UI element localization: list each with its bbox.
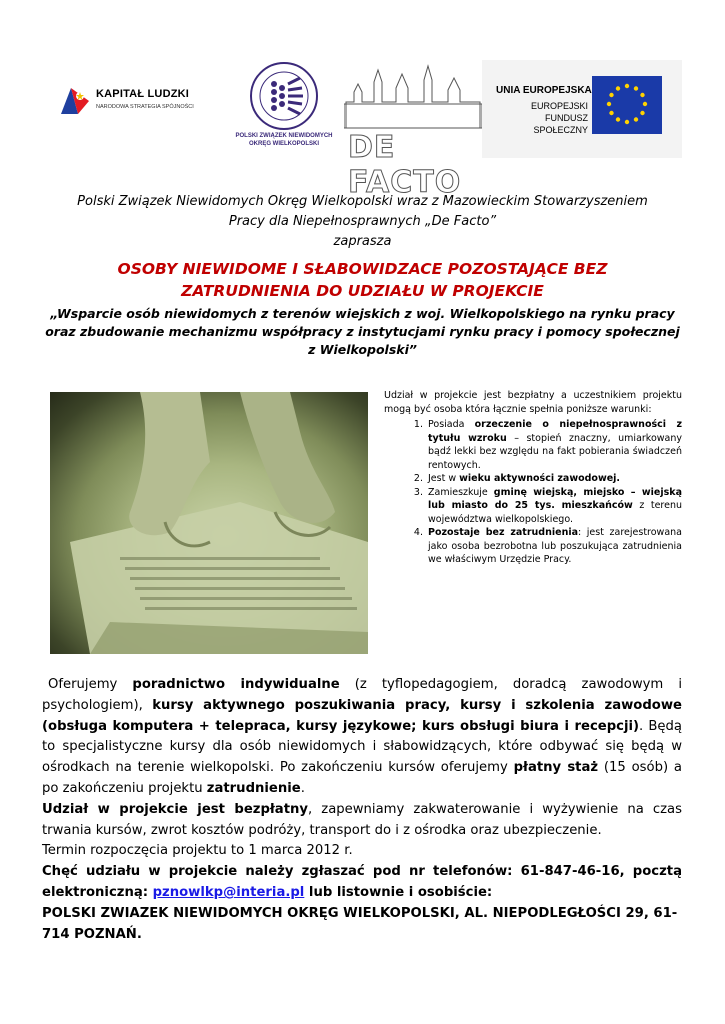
condition-emphasis: Pozostaje bez zatrudnienia: [428, 527, 578, 538]
braille-reading-photo: [50, 392, 368, 654]
project-name-line3: z Wielkopolski”: [308, 342, 417, 357]
pzn-logo-line2: OKRĘG WIELKOPOLSKI: [248, 141, 319, 147]
eu-logo-line2: FUNDUSZ SPOŁECZNY: [533, 113, 588, 135]
eu-logo-line1: EUROPEJSKI: [530, 101, 588, 111]
city-skyline-icon: [344, 62, 482, 132]
contact-text: Chęć udziału w projekcie należy zgłaszać pod nr telefonów: 61-847-46-16, pocztą elektroniczną:: [42, 864, 682, 900]
start-date-paragraph: Termin rozpoczęcia projektu to 1 marca 2012 r.: [42, 843, 353, 859]
condition-text: : jest zarejestrowana jako osoba bezrobotna lub poszukująca zatrudnienia we właściwym Urzędzie Pracy.: [428, 527, 682, 565]
intro-line3: zaprasza: [333, 234, 392, 249]
offer-text: (15 osób) a po zakończeniu projektu: [42, 760, 682, 796]
offer-emphasis: kursy aktywnego poszukiwania pracy, kursy i szkolenia zawodowe (obsługa komputera + telepraca, kursy językowe; kurs obsługi biura i recepcji): [42, 697, 682, 734]
project-name: [42, 305, 683, 359]
condition-item: [426, 418, 682, 472]
intro-line1: Polski Związek Niewidomych Okręg Wielkopolski wraz z Mazowieckim Stowarzyszeniem: [77, 194, 648, 209]
pzn-logo-text: [224, 132, 344, 148]
eu-logo-title: UNIA EUROPEJSKA: [496, 85, 592, 96]
pzn-emblem-icon: [224, 60, 344, 132]
offer-text: (z tyflopedagogiem, doradcą zawodowym i psychologiem),: [42, 677, 682, 713]
condition-emphasis: wieku aktywności zawodowej.: [459, 473, 621, 484]
condition-text: z terenu województwa wielkopolskiego.: [428, 500, 682, 525]
page-title-line1: OSOBY NIEWIDOME I SŁABOWIDZACE POZOSTAJĄCE BEZ: [117, 260, 608, 278]
condition-text: Zamieszkuje: [428, 486, 494, 498]
offer-paragraph: [42, 675, 682, 800]
offer-description: [42, 675, 682, 945]
condition-text: Posiada: [428, 419, 475, 430]
kapital-ludzki-title: KAPITAŁ LUDZKI: [96, 88, 190, 100]
condition-text: – stopień znaczny, umiarkowany bądź lekki bez względu na fakt pobierania świadczeń rentowych.: [428, 432, 683, 471]
condition-item: [426, 486, 682, 527]
offer-text: Oferujemy: [48, 677, 133, 692]
eu-logo: [482, 60, 682, 158]
offer-text: . Będą to specjalistyczne kursy dla osób niewidomych i słabowidzących, które odbywać się będą w ośrodkach na terenie wielkopolski. Po zakończeniu kursów oferujemy: [42, 718, 682, 776]
address-paragraph: POLSKI ZWIAZEK NIEWIDOMYCH OKRĘG WIELKOPOLSKI, AL. NIEPODLEGŁOŚCI 29, 61-714 POZNAŃ.: [42, 905, 678, 942]
page-title-line2: ZATRUDNIENIA DO UDZIAŁU W PROJEKCIE: [181, 282, 544, 300]
free-participation-text: , zapewniamy zakwaterowanie i wyżywienie na czas trwania kursów, zwrot kosztów podróży, transport do i z ośrodka oraz ubezpieczenie.: [42, 801, 682, 838]
intro-text: [50, 192, 675, 252]
condition-text: Jest w: [428, 473, 460, 484]
page-title: [40, 258, 685, 302]
pzn-logo-line1: POLSKI ZWIĄZEK NIEWIDOMYCH: [235, 133, 333, 139]
kapital-ludzki-logo: [58, 84, 208, 120]
conditions-list: [384, 418, 682, 567]
offer-text: .: [300, 780, 305, 796]
conditions-intro: Udział w projekcie jest bezpłatny a uczestnikiem projektu mogą być osoba która łącznie spełnia poniższe warunki:: [384, 390, 682, 415]
pzn-logo: [224, 60, 344, 160]
de-facto-logo: [344, 62, 482, 200]
contact-text: lub listownie i osobiście:: [304, 884, 493, 900]
contact-paragraph: [42, 862, 682, 904]
free-participation-paragraph: [42, 800, 682, 842]
condition-emphasis: orzeczenie o niepełnosprawności z tytułu wzroku: [428, 419, 682, 444]
offer-emphasis: zatrudnienie: [206, 780, 301, 796]
kapital-ludzki-emblem-icon: [58, 84, 92, 118]
offer-emphasis: płatny staż: [513, 760, 599, 776]
email-link[interactable]: pznowlkp@interia.pl: [152, 884, 305, 900]
project-name-line1: „Wsparcie osób niewidomych z terenów wiejskich z woj. Wielkopolskiego na rynku pracy: [50, 306, 675, 321]
condition-item: [426, 472, 682, 486]
condition-emphasis: gminę wiejską, miejsko – wiejską lub miasto do 25 tys. mieszkańców: [428, 486, 682, 511]
eu-flag-icon: [592, 76, 662, 134]
offer-emphasis: poradnictwo indywidualne: [132, 677, 340, 692]
kapital-ludzki-subtitle: NARODOWA STRATEGIA SPÓJNOŚCI: [96, 104, 194, 110]
intro-line2: Pracy dla Niepełnosprawnych „De Facto”: [228, 214, 497, 229]
eu-logo-fund: [496, 100, 588, 136]
condition-item: [426, 526, 682, 567]
participation-conditions: [384, 389, 682, 567]
project-name-line2: oraz zbudowanie mechanizmu współpracy z instytucjami rynku pracy i pomocy społecznej: [45, 324, 680, 339]
de-facto-logo-text: DE FACTO: [348, 130, 462, 200]
free-participation-emphasis: Udział w projekcie jest bezpłatny: [42, 801, 308, 817]
